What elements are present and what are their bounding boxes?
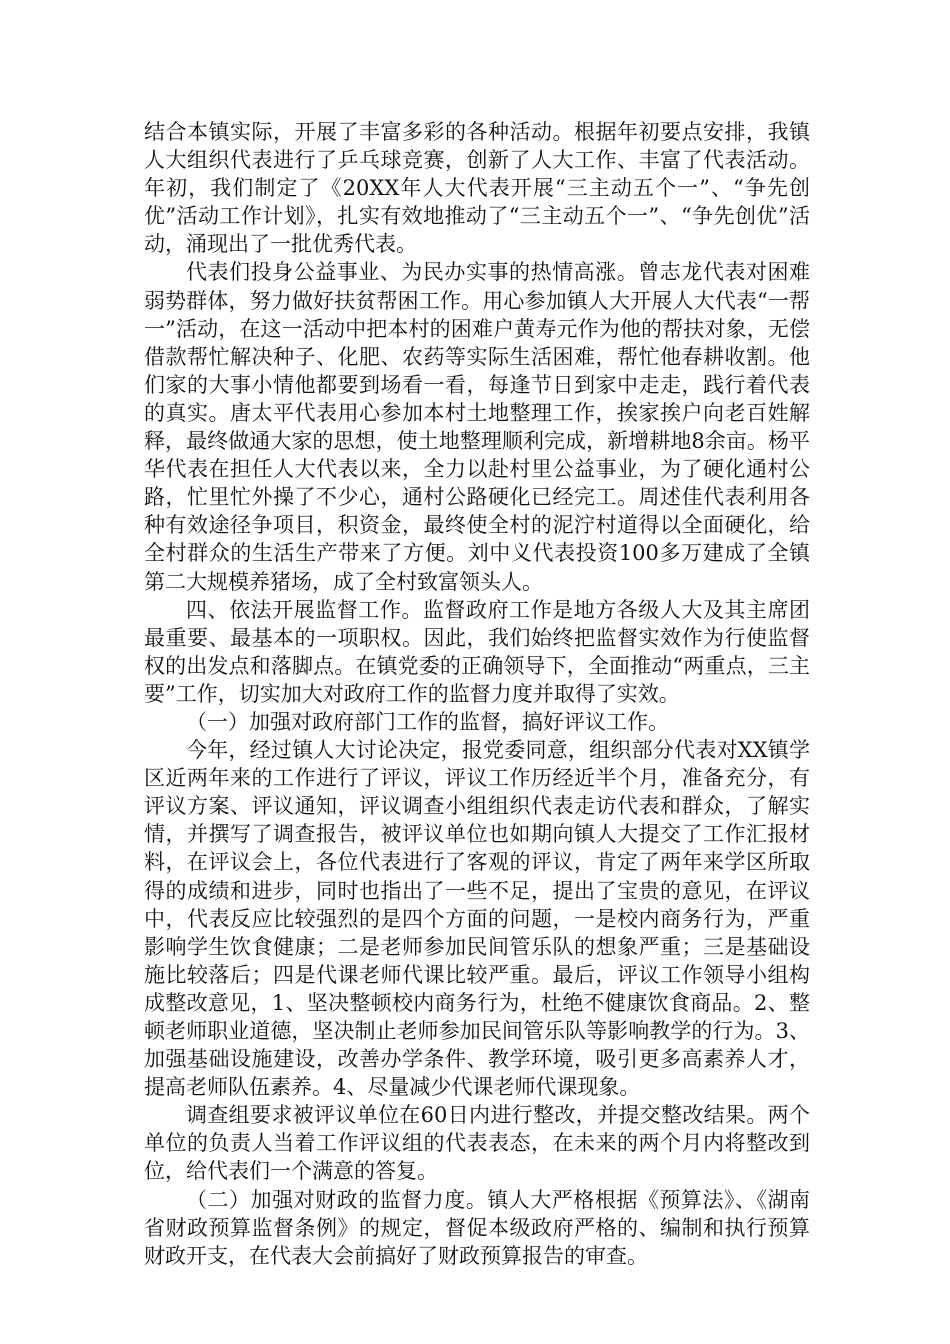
- paragraph-7: （二）加强对财政的监督力度。镇人大严格根据《预算法》、《湖南省财政预算监督条例》的规定，督促本级政府严格的、编制和执行预算财政开支，在代表大会前搞好了财政预算报告的审查。: [144, 1187, 810, 1268]
- paragraph-3: 四、依法开展监督工作。监督政府工作是地方各级人大及其主席团最重要、最基本的一项职权。因此，我们始终把监督实效作为行使监督权的出发点和落脚点。在镇党委的正确领导下，全面推动“两重点，三主要”工作，切实加大对政府工作的监督力度并取得了实效。: [144, 597, 810, 706]
- paragraph-5: 今年，经过镇人大讨论决定，报党委同意，组织部分代表对XX镇学区近两年来的工作进行了评议，评议工作历经近半个月，准备充分，有评议方案、评议通知，评议调查小组组织代表走访代表和群众，了解实情，并撰写了调查报告，被评议单位也如期向镇人大提交了工作汇报材料，在评议会上，各位代表进行了客观的评议，肯定了两年来学区所取得的成绩和进步，同时也指出了一些不足，提出了宝贵的意见，在评议中，代表反应比较强烈的是四个方面的问题，一是校内商务行为，严重影响学生饮食健康；二是老师参加民间管乐队的想象严重；三是基础设施比较落后；四是代课老师代课比较严重。最后，评议工作领导小组构成整改意见，1、坚决整顿校内商务行为，杜绝不健康饮食商品。2、整顿老师职业道德，坚决制止老师参加民间管乐队等影响教学的行为。3、加强基础设施建设，改善办学条件、教学环境，吸引更多高素养人才，提高老师队伍素养。4、尽量减少代课老师代课现象。: [144, 738, 810, 1100]
- paragraph-2: 代表们投身公益事业、为民办实事的热情高涨。曾志龙代表对困难弱势群体，努力做好扶贫帮困工作。用心参加镇人大开展人大代表“一帮一”活动，在这一活动中把本村的困难户黄寿元作为他的帮扶对象，无偿借款帮忙解决种子、化肥、农药等实际生活困难，帮忙他春耕收割。他们家的大事小情他都要到场看一看，每逢节日到家中走走，践行着代表的真实。唐太平代表用心参加本村土地整理工作，挨家挨户向老百姓解释，最终做通大家的思想，使土地整理顺利完成，新增耕地8余亩。杨平华代表在担任人大代表以来，全力以赴村里公益事业，为了硬化通村公路，忙里忙外操了不少心，通村公路硬化已经完工。周述佳代表利用各种有效途径争项目，积资金，最终使全村的泥泞村道得以全面硬化，给全村群众的生活生产带来了方便。刘中义代表投资100多万建成了全镇第二大规模养猪场，成了全村致富领头人。: [144, 260, 810, 594]
- paragraph-1: 结合本镇实际，开展了丰富多彩的各种活动。根据年初要点安排，我镇人大组织代表进行了乒乓球竞赛，创新了人大工作、丰富了代表活动。年初，我们制定了《20XX年人大代表开展“三主动五个一”、“争先创优”活动工作计划》，扎实有效地推动了“三主动五个一”、“争先创优”活动，涌现出了一批优秀代表。: [144, 120, 810, 257]
- paragraph-6: 调查组要求被评议单位在60日内进行整改，并提交整改结果。两个单位的负责人当着工作评议组的代表表态，在未来的两个月内将整改到位，给代表们一个满意的答复。: [144, 1103, 810, 1184]
- paragraph-4: （一）加强对政府部门工作的监督，搞好评议工作。: [186, 709, 669, 734]
- document-body: [144, 118, 810, 1270]
